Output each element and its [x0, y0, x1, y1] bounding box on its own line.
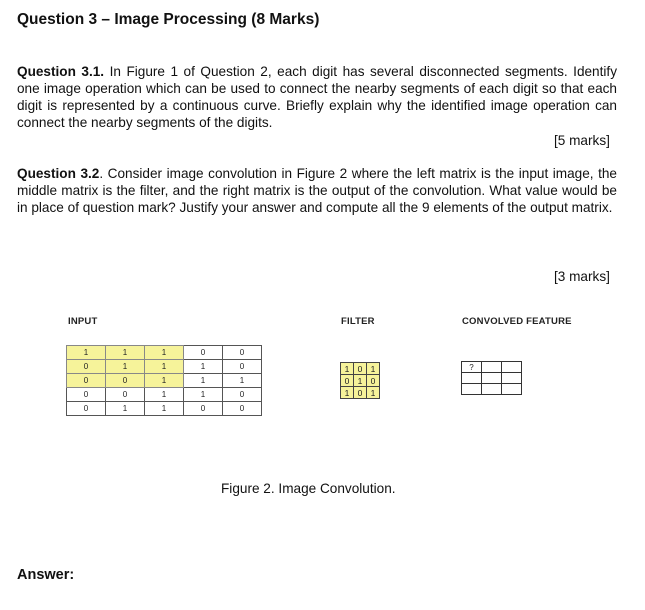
input-label: INPUT	[68, 316, 98, 327]
output-cell	[502, 384, 522, 395]
output-cell	[502, 362, 522, 373]
input-cell: 1	[106, 346, 145, 360]
input-cell: 1	[145, 360, 184, 374]
input-cell: 1	[184, 388, 223, 402]
answer-label: Answer:	[17, 567, 75, 583]
filter-cell: 1	[341, 387, 354, 399]
input-row	[67, 346, 262, 360]
output-cell	[482, 362, 502, 373]
output-cell: ?	[462, 362, 482, 373]
input-cell: 0	[184, 346, 223, 360]
input-cell: 0	[106, 388, 145, 402]
output-cell	[482, 373, 502, 384]
question-3-1-marks: [5 marks]	[554, 133, 610, 148]
filter-row	[341, 387, 380, 399]
input-cell: 1	[184, 374, 223, 388]
question-3-2-marks: [3 marks]	[554, 269, 610, 284]
output-row	[462, 384, 522, 395]
filter-cell: 0	[354, 387, 367, 399]
input-row	[67, 388, 262, 402]
input-row	[67, 374, 262, 388]
question-3-2	[17, 165, 617, 216]
filter-row	[341, 363, 380, 375]
input-cell: 0	[184, 402, 223, 416]
question-3-2-label: Question 3.2	[17, 166, 100, 181]
output-cell	[482, 384, 502, 395]
question-3-1	[17, 63, 617, 131]
output-cell	[462, 384, 482, 395]
question-3-2-text: . Consider image convolution in Figure 2 where the left matrix is the input image, the middle matrix is the filter, and the right matrix is the output of the convolution. What value would be in place of question mark? Justify your answer and compute all the 9 elements of the output matrix.	[17, 166, 617, 215]
question-3-1-text: In Figure 1 of Question 2, each digit has several disconnected segments. Identify one image operation which can be used to connect the nearby segments of each digit so that each digit is represented by a continuous curve. Briefly explain why the identified image operation can connect the nearby segments of the digits.	[17, 64, 617, 130]
input-cell: 0	[67, 374, 106, 388]
filter-cell: 1	[354, 375, 367, 387]
page-title: Question 3 – Image Processing (8 Marks)	[17, 11, 320, 28]
input-row	[67, 360, 262, 374]
question-3-1-label: Question 3.1.	[17, 64, 105, 79]
output-row	[462, 362, 522, 373]
filter-cell: 0	[367, 375, 380, 387]
input-cell: 1	[223, 374, 262, 388]
input-cell: 0	[223, 402, 262, 416]
input-cell: 0	[67, 360, 106, 374]
input-cell: 1	[106, 360, 145, 374]
output-cell	[462, 373, 482, 384]
filter-cell: 0	[341, 375, 354, 387]
input-matrix	[66, 345, 262, 416]
filter-matrix	[340, 362, 380, 399]
input-cell: 1	[145, 346, 184, 360]
filter-row	[341, 375, 380, 387]
input-cell: 0	[223, 360, 262, 374]
input-cell: 1	[145, 402, 184, 416]
output-matrix	[461, 361, 522, 395]
input-cell: 1	[145, 388, 184, 402]
filter-label: FILTER	[341, 316, 375, 327]
output-label: CONVOLVED FEATURE	[462, 316, 572, 327]
input-cell: 0	[106, 374, 145, 388]
input-cell: 0	[223, 346, 262, 360]
filter-cell: 1	[341, 363, 354, 375]
input-cell: 1	[106, 402, 145, 416]
input-cell: 1	[145, 374, 184, 388]
input-cell: 0	[67, 402, 106, 416]
filter-cell: 0	[354, 363, 367, 375]
input-cell: 1	[184, 360, 223, 374]
output-cell	[502, 373, 522, 384]
input-cell: 0	[67, 388, 106, 402]
input-cell: 0	[223, 388, 262, 402]
output-row	[462, 373, 522, 384]
filter-cell: 1	[367, 363, 380, 375]
figure-caption: Figure 2. Image Convolution.	[221, 481, 396, 496]
input-row	[67, 402, 262, 416]
filter-cell: 1	[367, 387, 380, 399]
input-cell: 1	[67, 346, 106, 360]
